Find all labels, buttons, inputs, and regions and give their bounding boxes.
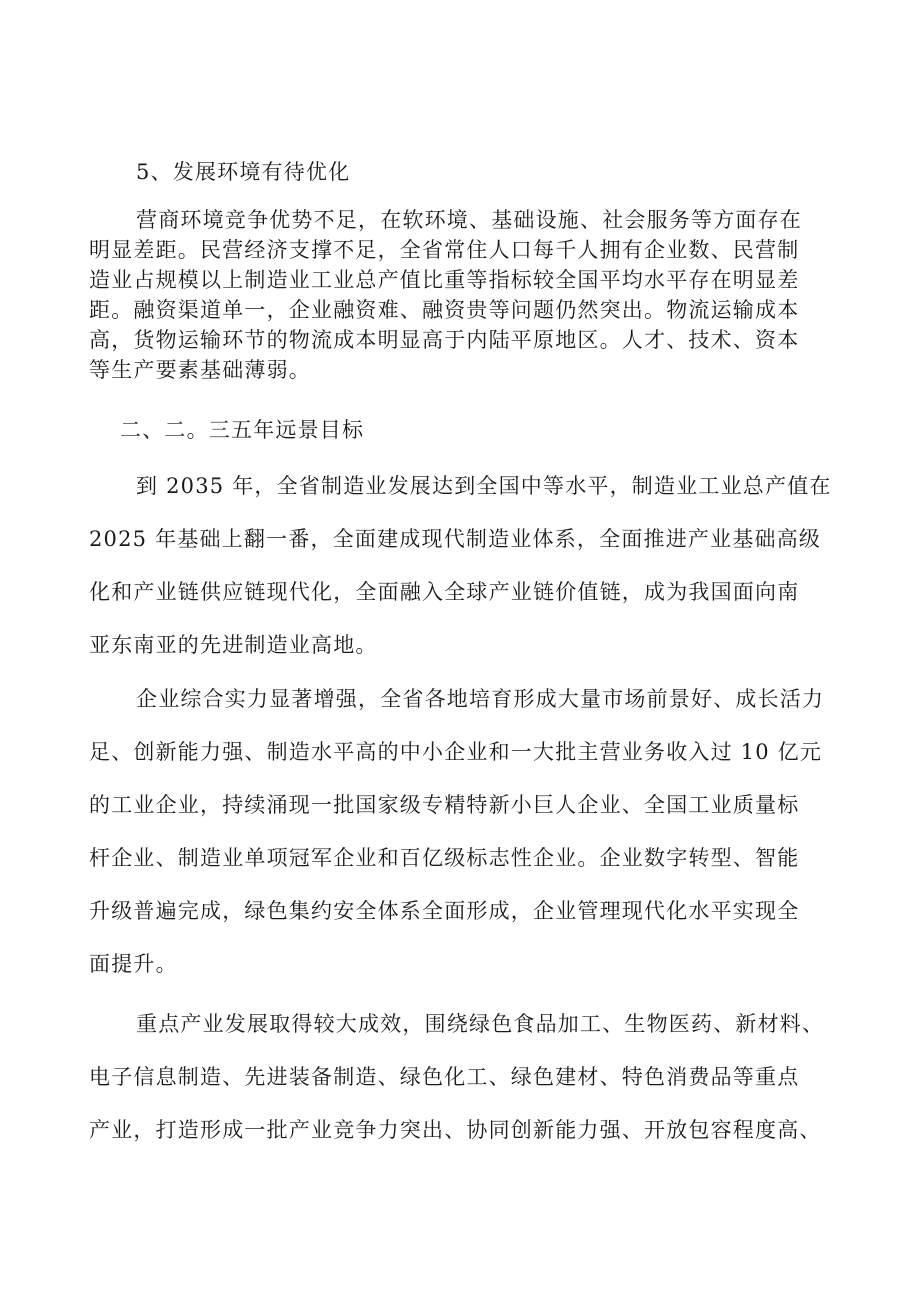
paragraph-line: 化和产业链供应链现代化，全面融入全球产业链价值链，成为我国面向南 xyxy=(89,580,800,604)
paragraph-line: 2025 年基础上翻一番，全面建成现代制造业体系，全面推进产业基础高级 xyxy=(89,527,822,551)
paragraph-line: 重点产业发展取得较大成效，围绕绿色食品加工、生物医药、新材料、 xyxy=(136,1012,825,1036)
paragraph-line: 造业占规模以上制造业工业总产值比重等指标较全国平均水平存在明显差 xyxy=(89,268,800,292)
paragraph-line: 足、创新能力强、制造水平高的中小企业和一大批主营业务收入过 10 亿元 xyxy=(89,740,823,764)
paragraph-line: 到 2035 年，全省制造业发展达到全国中等水平，制造业工业总产值在 xyxy=(136,474,832,498)
paragraph-line: 高，货物运输环节的物流成本明显高于内陆平原地区。人才、技术、资本 xyxy=(89,328,800,352)
paragraph-line: 电子信息制造、先进装备制造、绿色化工、绿色建材、特色消费品等重点 xyxy=(89,1065,800,1089)
paragraph-line: 面提升。 xyxy=(89,952,178,976)
paragraph-line: 明显差距。民营经济支撑不足，全省常住人口每千人拥有企业数、民营制 xyxy=(89,238,800,262)
section-heading: 5、发展环境有待优化 xyxy=(136,160,351,184)
paragraph-line: 企业综合实力显著增强，全省各地培育形成大量市场前景好、成长活力 xyxy=(136,687,825,711)
paragraph-line: 升级普遍完成，绿色集约安全体系全面形成，企业管理现代化水平实现全 xyxy=(89,899,800,923)
paragraph-line: 营商环境竞争优势不足，在软环境、基础设施、社会服务等方面存在 xyxy=(136,208,802,232)
paragraph-line: 亚东南亚的先进制造业高地。 xyxy=(89,633,378,657)
section-heading: 二、二。三五年远景目标 xyxy=(120,418,365,442)
paragraph-line: 杆企业、制造业单项冠军企业和百亿级标志性企业。企业数字转型、智能 xyxy=(89,846,800,870)
paragraph-line: 的工业企业，持续涌现一批国家级专精特新小巨人企业、全国工业质量标 xyxy=(89,793,800,817)
paragraph-line: 距。融资渠道单一，企业融资难、融资贵等问题仍然突出。物流运输成本 xyxy=(89,298,800,322)
paragraph-line: 产业，打造形成一批产业竞争力突出、协同创新能力强、开放包容程度高、 xyxy=(89,1118,822,1142)
paragraph-line: 等生产要素基础薄弱。 xyxy=(89,358,311,382)
